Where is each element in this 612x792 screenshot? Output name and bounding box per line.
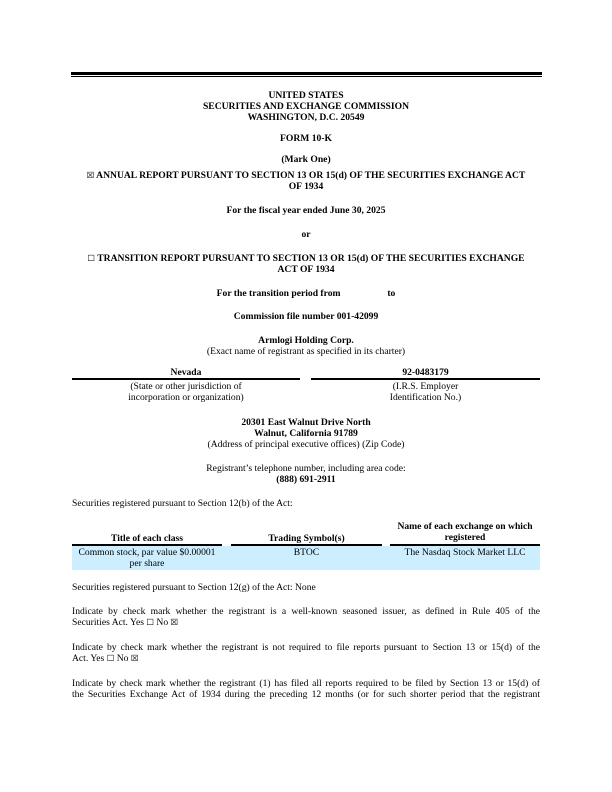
table-cell-title-of-class [72,547,222,570]
question-wksi-line-2 [72,617,540,629]
state-underline [72,378,300,380]
header-washington: WASHINGTON, D.C. 20549 [247,112,365,123]
table-header-exchange-line-2: registered [444,532,486,544]
table-cell-trading-symbol: BTOC [293,547,320,558]
annual-report-line-2: OF 1934 [288,181,324,192]
fiscal-year-ended: For the fiscal year ended June 30, 2025 [226,205,386,216]
transition-period-from-label: For the transition period from [216,288,341,299]
question-wksi [72,606,540,630]
ein-caption [311,381,540,404]
question-filed-reports-line-1: Indicate by check mark whether the registrant (1) has filed all reports required to be filed by Section 13 or 15(d) of [72,678,540,689]
phone-caption: Registrant’s telephone number, including area code: [206,463,406,474]
title-of-class-line-1: Common stock, par value $0.00001 [78,547,216,558]
state-caption-line-1: (State or other jurisdiction of [130,381,242,392]
question-not-required-line-1: Indicate by check mark whether the registrant is not required to file reports pursuant to Section 13 or 15(d) of the [72,642,540,653]
table-header-trading-symbol: Trading Symbol(s) [268,533,345,544]
address-line-2: Walnut, California 91789 [254,428,358,439]
top-rule-thick [71,72,542,75]
address-line-1: 20301 East Walnut Drive North [241,417,371,428]
question-filed-reports [72,678,540,701]
ein-caption-line-1: (I.R.S. Employer [392,381,459,392]
or-label: or [301,229,311,240]
question-not-required-line-2 [72,653,540,665]
ein-caption-line-2: Identification No.) [389,392,462,404]
question-wksi-no-checkbox-checked-icon[interactable]: ☒ [170,618,179,629]
registrant-name: Armlogi Holding Corp. [258,335,354,346]
annual-report-checkbox-checked-icon[interactable]: ☒ [86,171,95,181]
annual-report-label: ANNUAL REPORT PURSUANT TO SECTION 13 OR 15(d) OF THE SECURITIES EXCHANGE ACT [96,170,526,181]
mark-one-label: (Mark One) [281,154,331,165]
question-wksi-no-label: No [156,617,169,629]
transition-report-line-2: ACT OF 1934 [277,264,335,275]
phone-number: (888) 691-2911 [276,474,336,485]
table-header-exchange [390,521,540,544]
table-header-exchange-line-1: Name of each exchange on which [397,521,533,532]
question-not-required-no-label: No [116,653,129,665]
question-wksi-line-1: Indicate by check mark whether the registrant is a well-known seasoned issuer, as defined in Rule 405 of the [72,606,540,617]
question-not-required-yes-label: Yes [90,653,105,665]
transition-report-checkbox-unchecked-icon[interactable]: ☐ [87,254,96,264]
question-not-required-prefix: Act. [72,653,89,665]
form-title: FORM 10-K [280,133,332,144]
irs-ein: 92-0483179 [402,367,449,378]
question-filed-reports-line-2: the Securities Exchange Act of 1934 during the preceding 12 months (or for such shorter period that the registrant [72,689,540,701]
question-wksi-yes-label: Yes [130,617,144,629]
header-united-states: UNITED STATES [268,90,344,101]
question-not-required [72,642,540,666]
table-cell-exchange: The Nasdaq Stock Market LLC [404,547,526,558]
ein-underline [311,378,540,380]
state-of-incorporation: Nevada [170,367,202,378]
section-12g-label: Securities registered pursuant to Section 12(g) of the Act: None [72,582,316,593]
registrant-name-caption: (Exact name of registrant as specified in its charter) [206,346,406,357]
section-12b-label: Securities registered pursuant to Section 12(b) of the Act: [72,498,293,509]
question-wksi-yes-checkbox-icon[interactable]: ☐ [146,618,154,629]
question-not-required-no-checkbox-checked-icon[interactable]: ☒ [130,654,139,665]
state-caption [72,381,300,404]
address-caption: (Address of principal executive offices) (Zip Code) [207,439,405,450]
header-sec: SECURITIES AND EXCHANGE COMMISSION [202,101,410,112]
title-of-class-line-2: per share [129,558,165,570]
transition-report-label: TRANSITION REPORT PURSUANT TO SECTION 13 OR 15(d) OF THE SECURITIES EXCHANGE [97,253,525,264]
question-not-required-yes-checkbox-icon[interactable]: ☐ [106,654,115,665]
question-wksi-prefix: Securities Act. [72,617,128,629]
state-caption-line-2: incorporation or organization) [128,392,244,404]
transition-period [72,288,540,299]
top-rule-thin [71,76,542,77]
table-header-title-of-class: Title of each class [110,533,184,544]
commission-file-number: Commission file number 001-42099 [233,311,379,322]
transition-period-to-label: to [387,288,396,299]
